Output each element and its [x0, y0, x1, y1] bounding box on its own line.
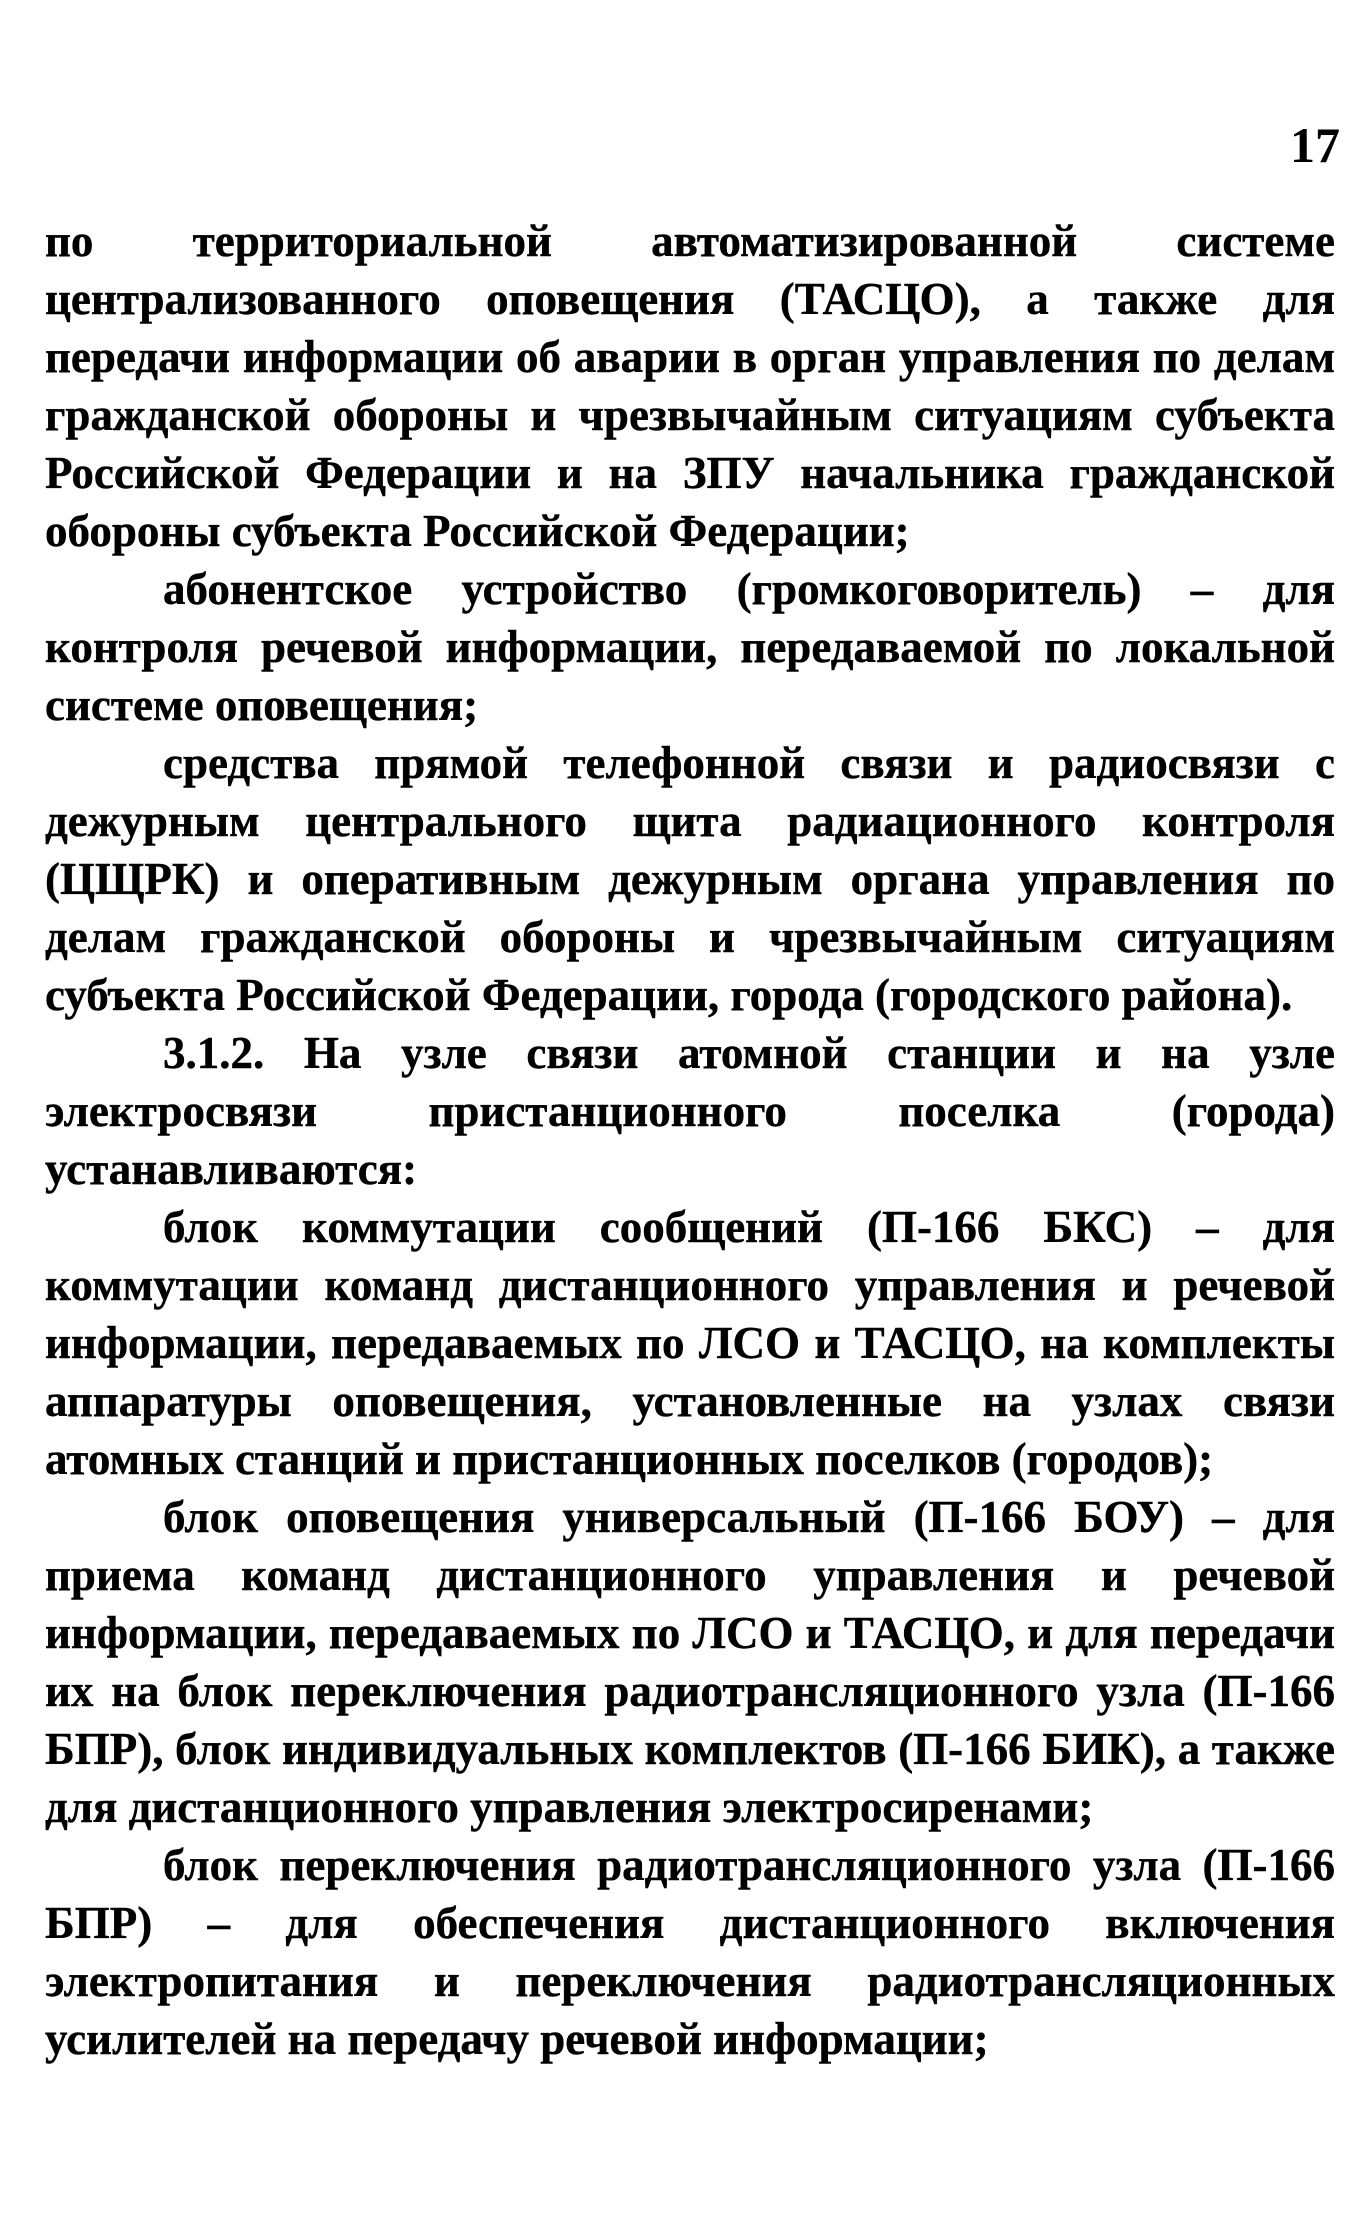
body-text	[45, 212, 1335, 2068]
paragraph-section-3-1-2: 3.1.2. На узле связи атомной станции и на узле электросвязи пристанционного поселка (города) устанавливаются:	[45, 1028, 1335, 1194]
paragraph-bpr-unit: блок переключения радиотрансляционного узла (П-166 БПР) – для обеспечения дистанционного включения электропитания и переключения радиотрансляционных усилителей на передачу речевой информации;	[45, 1840, 1335, 2064]
paragraph-subscriber-device: абонентское устройство (громкоговоритель) – для контроля речевой информации, передаваемой по локальной системе оповещения;	[45, 564, 1335, 730]
paragraph-continuation: по территориальной автоматизированной системе централизованного оповещения (ТАСЦО), а также для передачи информации об аварии в орган управления по делам гражданской обороны и чрезвычайным ситуациям субъекта Российской Федерации и на ЗПУ начальника гражданской обороны субъекта Российской Федерации;	[45, 216, 1335, 556]
paragraph-direct-communication: средства прямой телефонной связи и радиосвязи с дежурным центрального щита радиационного контроля (ЦЩРК) и оперативным дежурным органа управления по делам гражданской обороны и чрезвычайным ситуациям субъекта Российской Федерации, города (городского района).	[45, 738, 1335, 1020]
paragraph-bks-unit: блок коммутации сообщений (П-166 БКС) – для коммутации команд дистанционного управления и речевой информации, передаваемых по ЛСО и ТАСЦО, на комплекты аппаратуры оповещения, установленные на узлах связи атомных станций и пристанционных поселков (городов);	[45, 1202, 1335, 1484]
paragraph-bou-unit: блок оповещения универсальный (П-166 БОУ) – для приема команд дистанционного управления и речевой информации, передаваемых по ЛСО и ТАСЦО, и для передачи их на блок переключения радиотрансляционного узла (П-166 БПР), блок индивидуальных комплектов (П-166 БИК), а также для дистанционного управления электросиренами;	[45, 1492, 1335, 1832]
page-number: 17	[1290, 117, 1340, 173]
